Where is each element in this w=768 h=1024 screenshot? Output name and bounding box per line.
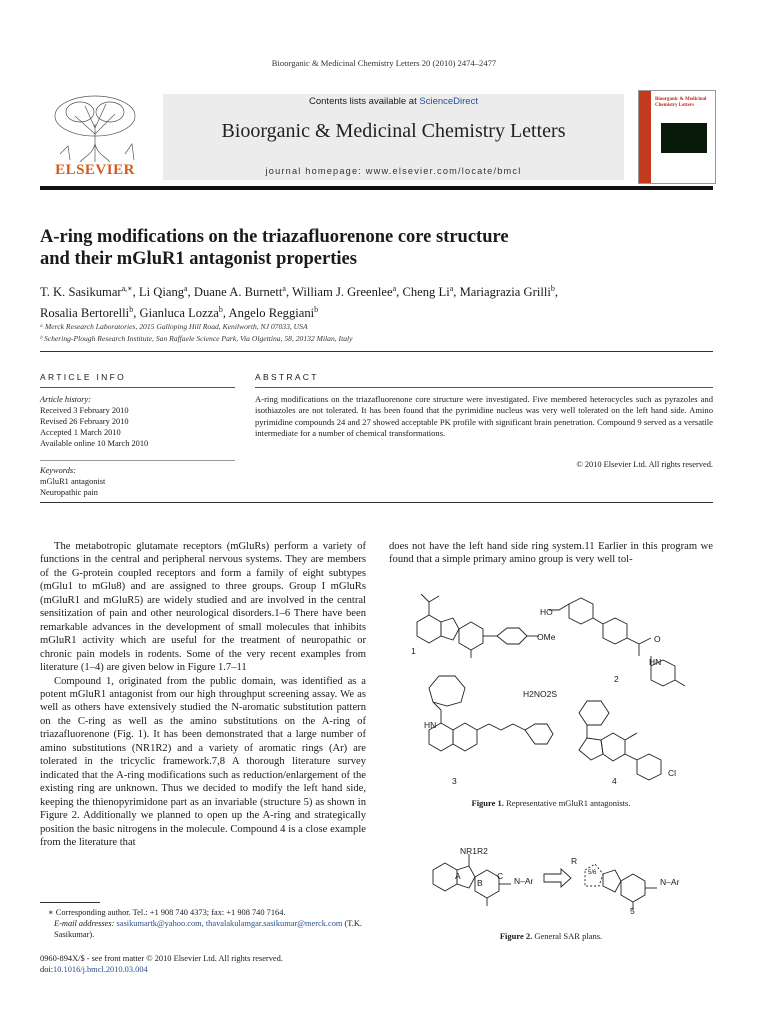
- author: Rosalia Bertorelli: [40, 306, 130, 321]
- compound-label-5: 5: [630, 906, 635, 916]
- atom-label-r: R: [571, 856, 578, 866]
- online-date: Available online 10 March 2010: [40, 439, 149, 448]
- header-rule: [40, 186, 713, 190]
- ring-label-56: 5/6: [588, 870, 597, 876]
- email-label: E-mail addresses:: [54, 919, 115, 928]
- keywords-label: Keywords:: [40, 466, 76, 475]
- footnote-rule: [40, 902, 100, 903]
- journal-title: Bioorganic & Medicinal Chemistry Letters: [221, 120, 566, 142]
- atom-label-h2no2s: H2NO2S: [523, 689, 558, 699]
- body-right-column: [389, 540, 713, 567]
- accepted-date: Accepted 1 March 2010: [40, 428, 121, 437]
- figure2-caption-text: General SAR plans.: [534, 931, 603, 941]
- email-link[interactable]: thavalakulamgar.sasikumar@merck.com: [205, 919, 343, 928]
- author: Gianluca Lozza: [139, 306, 219, 321]
- revised-date: Revised 26 February 2010: [40, 417, 129, 426]
- atom-label-ho: HO: [540, 607, 553, 617]
- paragraph: Compound 1, originated from the public domain, was identified as a potent mGluR1 antagonist from our high throughput screening assay. We as well as others have extensively studied the N-aromatic substitution pattern on the C-ring as well as the amino substitutions on the A-ring of triazafluorenone (Fig. 1). It has been demonstrated that a large number of amino substitutions (NR1R2) and a variety of aromatic rings (Ar) are tolerated in the tricyclic framework.7,8 A thorough literature survey indicated that the A-ring modifications such as reduction/enlargement of the existing ring are unknown. Thus we decided to modify the left hand side, keeping the thienopyrimidone part as an invariable (structure 5) as shown in Figure 2. Additionally we planned to open up the A-ring and strategically position the basic nitrogens in the molecule. Compound 4 is a close example from the literature that: [40, 675, 366, 848]
- author: William J. Greenlee: [292, 285, 393, 300]
- ring-label-c: C: [497, 871, 504, 881]
- figure1-caption: [389, 798, 713, 808]
- atom-label-hn: HN: [424, 720, 437, 730]
- front-matter: [40, 953, 370, 975]
- cover-title: Bioorganic & Medicinal Chemistry Letters: [655, 97, 707, 108]
- article-title-line1: A-ring modifications on the triazafluorenone core structure: [40, 227, 509, 247]
- paragraph: does not have the left hand side ring system.11 Earlier in this program we found that a simple primary amino group is very well tol-: [389, 541, 713, 566]
- author: T. K. Sasikumar: [40, 285, 122, 300]
- atom-label-hn: HN: [649, 657, 662, 667]
- figure1-structures: [389, 570, 713, 792]
- ring-label-a: A: [455, 871, 461, 881]
- abstract-text: A-ring modifications on the triazafluorenone core structure were investigated. Five membered heterocycles such as pyrazoles and isothiazoles are not tolerated. It has been found that the pyrimidine nucleus was very well tolerated on the left hand side. Amino pyrimidine compounds 24 and 27 showed acceptable PK profile with significant brain penetration. Compound 9 served as a versatile intermediate for a number of chemical transformations.: [255, 394, 713, 439]
- journal-homepage[interactable]: journal homepage: www.elsevier.com/locate/bmcl: [265, 166, 522, 176]
- author: Li Qiang: [138, 285, 185, 300]
- affiliation-a: ᵃ Merck Research Laboratories, 2015 Galloping Hill Road, Kenilworth, NJ 07033, USA: [40, 322, 308, 331]
- compound-label-4: 4: [612, 776, 617, 786]
- figure2-caption: [389, 931, 713, 941]
- footnote: [40, 907, 370, 940]
- email-suffix: (T.K. Sasikumar).: [54, 919, 363, 939]
- elsevier-tree-logo: [40, 94, 150, 164]
- email-link[interactable]: sasikumartk@yahoo.com,: [116, 919, 204, 928]
- article-history: [40, 394, 235, 449]
- atom-label-nr1r2: NR1R2: [460, 846, 488, 856]
- author-list: T. K. Sasikumar$^{a,∗}$, Li Qiang$^a$, Duane A. Burnett$^a$, William J. Greenlee$^a$, Cheng Li$^a$, Mariagrazia Grilli$^b$, Rosalia Bertorelli$^b$, Gianluca Lozza$^b$, Angelo Reggiani$^b$: [40, 284, 558, 321]
- journal-citation: Bioorganic & Medicinal Chemistry Letters 20 (2010) 2474–2477: [271, 58, 497, 68]
- contents-line: [163, 96, 624, 107]
- history-label: Article history:: [40, 395, 91, 404]
- cover-band: [639, 91, 651, 183]
- paragraph: The metabotropic glutamate receptors (mGluRs) perform a variety of functions in the central and peripheral nervous systems. They are members of the G-protein coupled receptors and form a family of eight subtypes (mGlu1 to mGlu8) and are assigned to three groups. Group I mGluRs (mGluR1 and mGluR5) are widely studied and are involved in the central sensitization of pain and other neurological disorders.1–6 There have been remarkable advances in the development of small molecules that inhibits mGluR1 activity which are useful for the treatment of neuropathic or chronic pain models in rodents. Some of the very recent examples from literature (1–4) are given below in Figure 1.7–11: [40, 541, 366, 674]
- figure1-caption-text: Representative mGluR1 antagonists.: [506, 798, 631, 808]
- author: Mariagrazia Grilli: [459, 285, 551, 300]
- body-left-column: [40, 540, 366, 849]
- doi-prefix: doi:: [40, 965, 54, 974]
- author: Angelo Reggiani: [228, 306, 315, 321]
- figure2-caption-label: Figure 2.: [499, 931, 533, 941]
- article-title-line2: and their mGluR1 antagonist properties: [40, 249, 357, 269]
- corresponding-author: ∗ Corresponding author. Tel.: +1 908 740 4373; fax: +1 908 740 7164.: [48, 908, 286, 917]
- sciencedirect-link[interactable]: ScienceDirect: [419, 96, 478, 107]
- atom-label-ar: N–Ar: [660, 877, 680, 887]
- keywords: [40, 465, 235, 498]
- article-info-heading: ARTICLE INFO: [40, 372, 127, 382]
- ring-label-b: B: [477, 878, 483, 888]
- author: Duane A. Burnett: [193, 285, 283, 300]
- doi-link[interactable]: 10.1016/j.bmcl.2010.03.004: [53, 965, 148, 974]
- figure1-caption-label: Figure 1.: [471, 798, 504, 808]
- divider: [40, 502, 713, 503]
- compound-label-3: 3: [452, 776, 457, 786]
- cover-image: [661, 123, 707, 153]
- affiliation-b: ᵇ Schering-Plough Research Institute, San Raffaele Science Park, Via Olgettina, 58, 20132 Milan, Italy: [40, 334, 353, 343]
- divider: [255, 387, 713, 388]
- atom-label-cl: Cl: [668, 768, 677, 778]
- article-title: [40, 226, 680, 270]
- keyword: Neuropathic pain: [40, 488, 98, 497]
- divider: [40, 351, 713, 352]
- keyword: mGluR1 antagonist: [40, 477, 106, 486]
- received-date: Received 3 February 2010: [40, 406, 129, 415]
- compound-label-2: 2: [614, 674, 619, 684]
- publisher-wordmark: ELSEVIER: [55, 162, 135, 178]
- contents-prefix: Contents lists available at: [309, 96, 420, 107]
- journal-cover-thumbnail: [638, 90, 716, 184]
- abstract-copyright: © 2010 Elsevier Ltd. All rights reserved.: [576, 460, 713, 469]
- divider: [40, 387, 235, 388]
- compound-label-1: 1: [411, 646, 416, 656]
- abstract-heading: ABSTRACT: [255, 372, 319, 382]
- author: Cheng Li: [402, 285, 450, 300]
- divider: [40, 460, 235, 461]
- atom-label-ar: N–Ar: [514, 876, 534, 886]
- front-matter-text: 0960-894X/$ - see front matter © 2010 Elsevier Ltd. All rights reserved.: [40, 954, 283, 963]
- atom-label-o: O: [654, 634, 661, 644]
- atom-label-ome: OMe: [537, 632, 556, 642]
